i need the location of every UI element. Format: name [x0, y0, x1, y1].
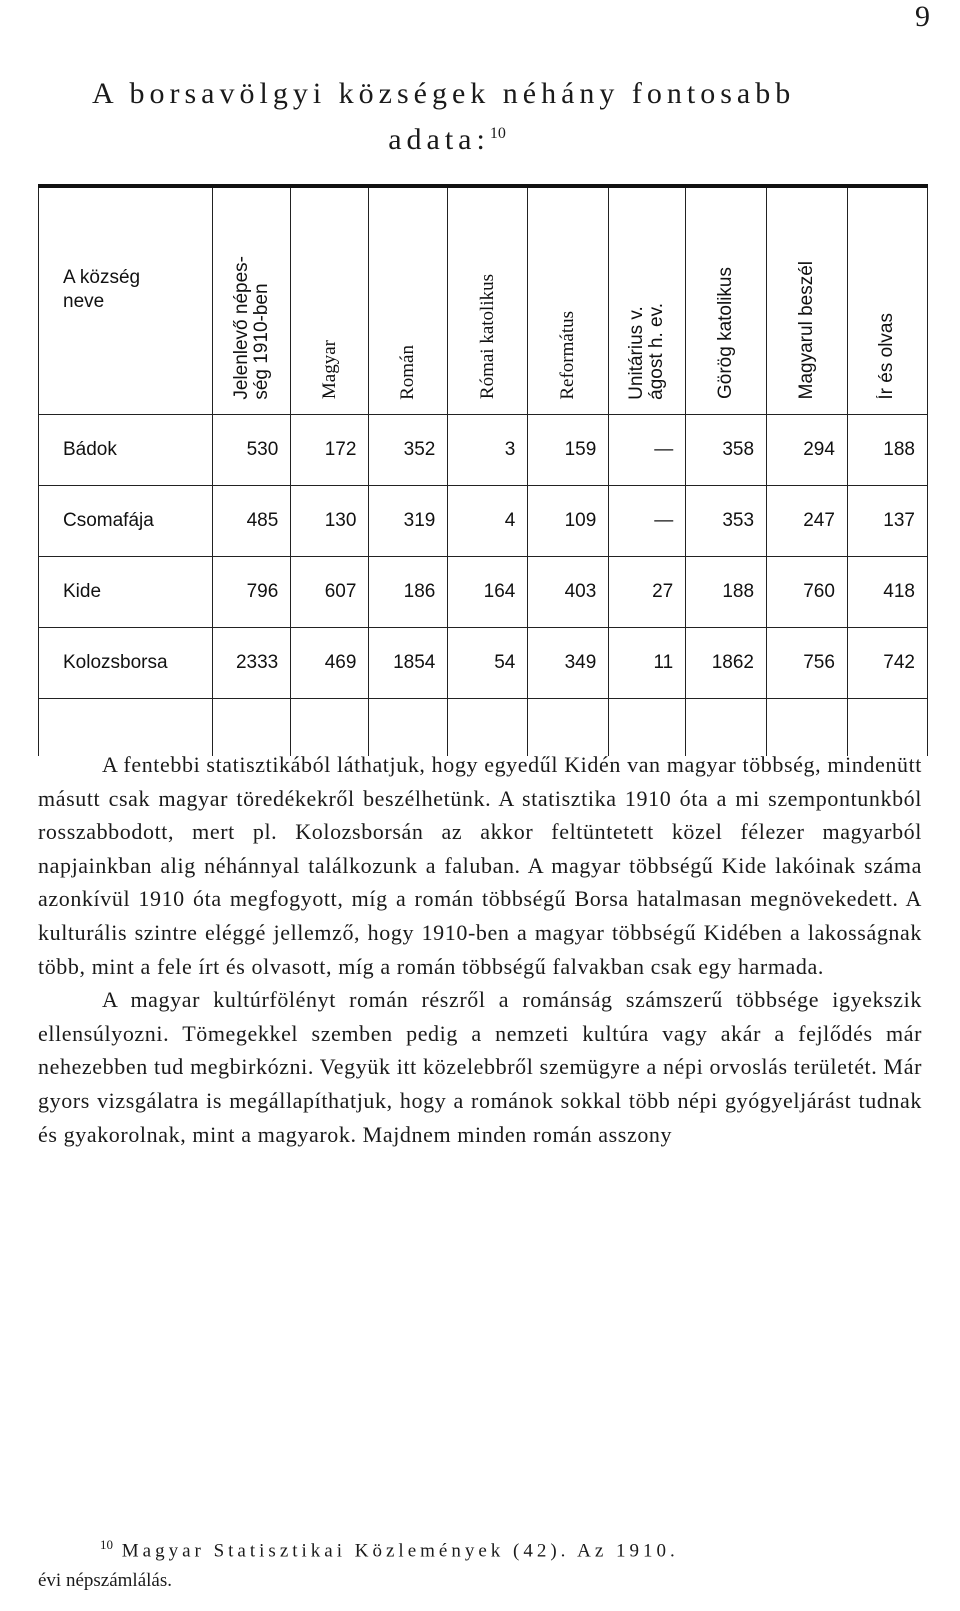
table-cell: 352 [369, 414, 448, 485]
footnote-line-2: évi népszámlálás. [38, 1570, 173, 1592]
header-cell: Jelenlevő népes- ség 1910-ben [213, 186, 291, 414]
footnote-line-1: Magyar Statisztikai Közlemények (42). Az 1910. [121, 1540, 679, 1562]
table-cell: 485 [213, 485, 291, 556]
table-header-row [39, 186, 928, 414]
table-row [39, 414, 928, 485]
table-cell: 469 [291, 627, 369, 698]
paragraph: A fentebbi statisztikából láthatjuk, hogy egyedűl Kidén van magyar többség, mindenütt másutt csak magyar töredékekről beszélhetünk. A statisztika 1910 óta a mi szempontunkból rosszabbodott, mert pl. Kolozsborsán az akkor feltüntetett közel félezer magyarból napjainkban alig néhánnyal találkozunk a faluban. A magyar többségű Kide lakóinak száma azonkívül 1910 óta megfogyott, míg a román többségű Borsa hatalmasan megnövekedett. A kulturális szintre eléggé jellemző, hogy 1910-ben a magyar többségű Kidében a lakosságnak több, mint a fele írt és olvasott, míg a román többségű falvakban csak egy harmada. [38, 752, 922, 979]
table-cell: 607 [291, 556, 369, 627]
table-cell: 11 [609, 627, 686, 698]
header-cell: Unitárius v. ágost h. ev. [609, 186, 686, 414]
table-cell: 403 [528, 556, 609, 627]
body-text [38, 748, 922, 1151]
table-cell: 358 [686, 414, 767, 485]
table-cell: 3 [448, 414, 528, 485]
table-cell: 4 [448, 485, 528, 556]
header-cell-name: A község neve [39, 186, 213, 414]
table-cell: — [609, 485, 686, 556]
statistics-table [38, 184, 928, 756]
table-cell: 349 [528, 627, 609, 698]
table-cell: 1854 [369, 627, 448, 698]
footnote-number: 10 [100, 1537, 113, 1552]
footnote [38, 1530, 922, 1596]
page-title [92, 74, 922, 160]
table-cell: 137 [847, 485, 927, 556]
table-cell: 188 [847, 414, 927, 485]
table-cell: 109 [528, 485, 609, 556]
table-cell: 530 [213, 414, 291, 485]
table-cell: 742 [847, 627, 927, 698]
header-cell: Református [528, 186, 609, 414]
table-cell: 130 [291, 485, 369, 556]
table-cell: 418 [847, 556, 927, 627]
title-line-1: A borsavölgyi községek néhány fontosabb [92, 77, 796, 110]
table-cell: 188 [686, 556, 767, 627]
table-cell: 760 [767, 556, 848, 627]
table-cell: 796 [213, 556, 291, 627]
header-cell: Magyarul beszél [767, 186, 848, 414]
village-name-cell: Bádok [39, 414, 213, 485]
table-row [39, 627, 928, 698]
header-cell: Magyar [291, 186, 369, 414]
table-cell: — [609, 414, 686, 485]
table-cell: 319 [369, 485, 448, 556]
title-footnote-ref: 10 [489, 125, 506, 142]
table-cell: 294 [767, 414, 848, 485]
table-cell: 159 [528, 414, 609, 485]
table-cell: 1862 [686, 627, 767, 698]
header-cell: Görög katolikus [686, 186, 767, 414]
table-cell: 756 [767, 627, 848, 698]
table-cell: 186 [369, 556, 448, 627]
table-row [39, 485, 928, 556]
header-cell: Ír és olvas [847, 186, 927, 414]
table-cell: 353 [686, 485, 767, 556]
table-cell: 247 [767, 485, 848, 556]
table-cell: 27 [609, 556, 686, 627]
header-cell: Román [369, 186, 448, 414]
paragraph: A magyar kultúrfölényt román részről a románság számszerű többsége igyekszik ellensúlyozni. Tömegekkel szemben pedig a nemzeti kultúra vagy akár a fejlődés már nehezebben tud megbirkózni. Vegyük itt közelebbről szemügyre a népi orvoslás területét. Már gyors vizsgálatra is megállapíthatjuk, hogy a románok sokkal több népi gyógyeljárást tudnak és gyakorolnak, mint a magyarok. Majdnem minden román asszony [38, 987, 922, 1147]
title-line-2: adata: [388, 123, 490, 156]
page-number: 9 [915, 0, 930, 33]
header-cell: Római katolikus [448, 186, 528, 414]
table-cell: 2333 [213, 627, 291, 698]
table-cell: 54 [448, 627, 528, 698]
village-name-cell: Csomafája [39, 485, 213, 556]
table-cell: 172 [291, 414, 369, 485]
village-name-cell: Kide [39, 556, 213, 627]
village-name-cell: Kolozsborsa [39, 627, 213, 698]
table-cell: 164 [448, 556, 528, 627]
table-row [39, 556, 928, 627]
